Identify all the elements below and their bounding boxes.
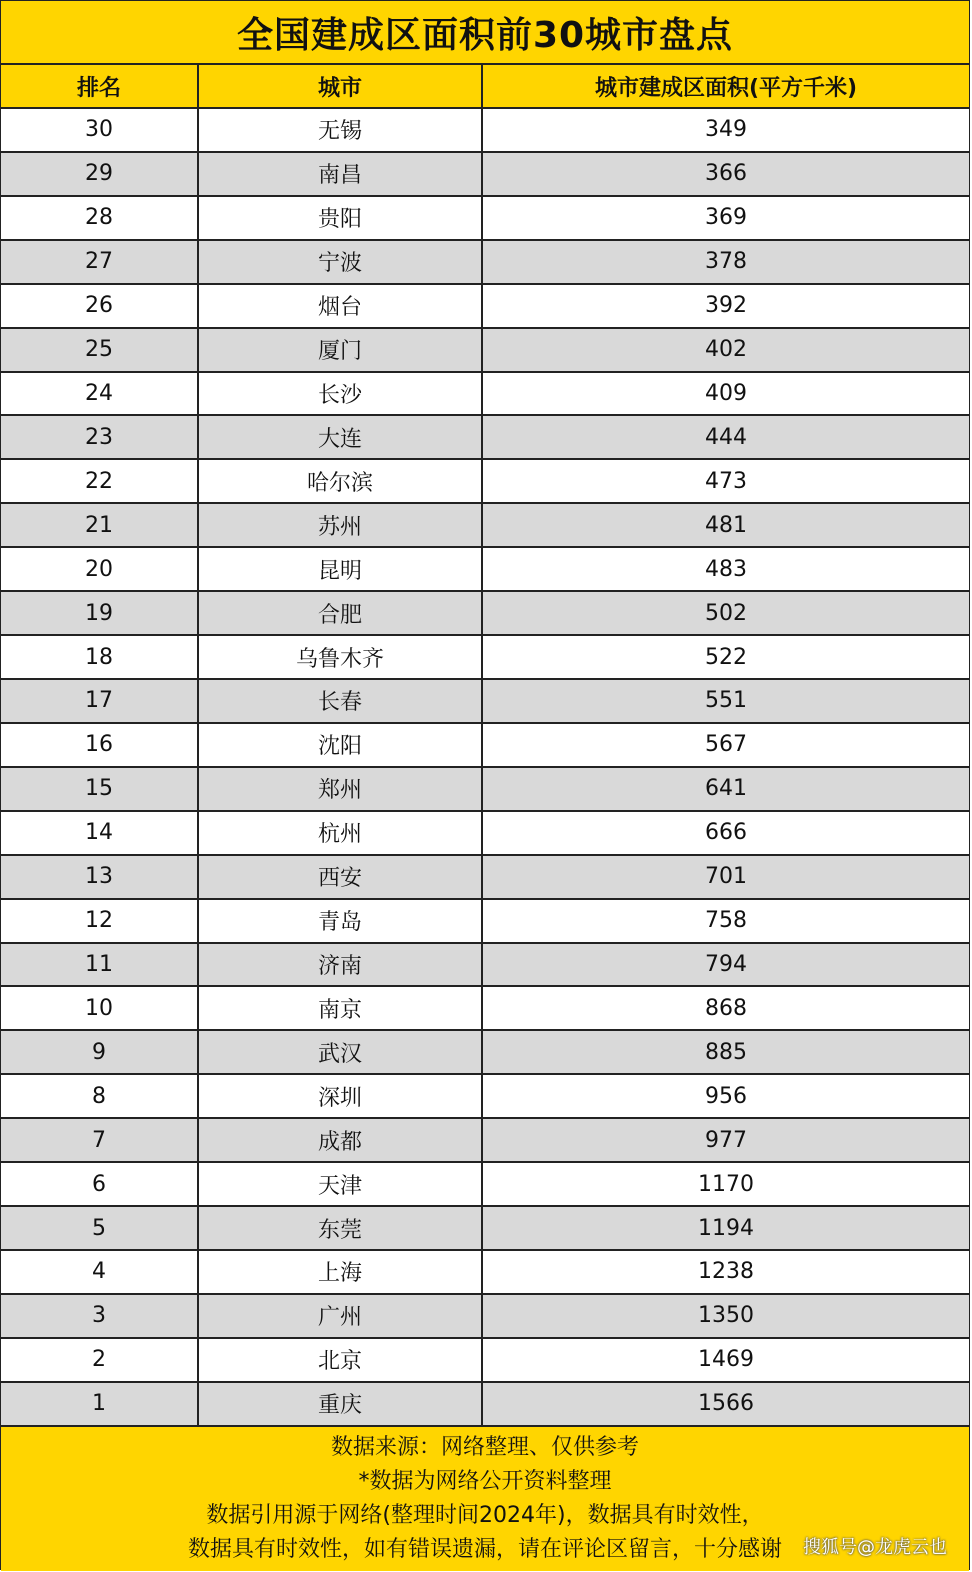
area-cell: 483 [705, 556, 747, 582]
rank-cell: 5 [1, 1207, 199, 1249]
rank-cell: 30 [1, 109, 199, 151]
area-cell: 956 [705, 1083, 747, 1109]
city-cell: 武汉 [199, 1031, 483, 1073]
table-row [1, 680, 969, 724]
city-cell: 重庆 [199, 1383, 483, 1425]
city-cell: 西安 [199, 856, 483, 898]
rank-cell: 10 [1, 987, 199, 1029]
city-cell: 杭州 [199, 812, 483, 854]
table-row [1, 285, 969, 329]
rank-cell: 3 [1, 1295, 199, 1337]
area-cell: 551 [705, 688, 747, 714]
city-cell: 烟台 [199, 285, 483, 327]
rank-cell: 6 [1, 1163, 199, 1205]
rank-cell: 13 [1, 856, 199, 898]
area-cell: 701 [705, 864, 747, 890]
area-cell: 868 [705, 995, 747, 1021]
area-cell: 1170 [698, 1171, 754, 1197]
rank-cell: 27 [1, 241, 199, 283]
header-row [1, 65, 969, 109]
area-cell: 758 [705, 908, 747, 934]
city-cell: 苏州 [199, 504, 483, 546]
city-cell: 长春 [199, 680, 483, 722]
city-cell: 无锡 [199, 109, 483, 151]
watermark: 搜狐号@龙虎云也 [803, 1537, 947, 1558]
rank-cell: 21 [1, 504, 199, 546]
city-cell: 青岛 [199, 900, 483, 942]
city-cell: 昆明 [199, 548, 483, 590]
table-row [1, 548, 969, 592]
area-cell: 392 [705, 293, 747, 319]
table-row [1, 987, 969, 1031]
city-cell: 北京 [199, 1339, 483, 1381]
table-row [1, 373, 969, 417]
city-cell: 济南 [199, 944, 483, 986]
header-area: 城市建成区面积(平方千米) [594, 75, 858, 101]
rank-cell: 18 [1, 636, 199, 678]
header-city: 城市 [199, 65, 483, 107]
table-row [1, 197, 969, 241]
rank-cell: 16 [1, 724, 199, 766]
rank-cell: 7 [1, 1119, 199, 1161]
city-cell: 长沙 [199, 373, 483, 415]
area-cell: 794 [705, 951, 747, 977]
city-cell: 大连 [199, 416, 483, 458]
area-cell: 366 [705, 161, 747, 187]
table-row [1, 1339, 969, 1383]
footer-line: 数据具有时效性，如有错误遗漏，请在评论区留言，十分感谢 [187, 1537, 782, 1562]
rank-cell: 14 [1, 812, 199, 854]
table-row [1, 856, 969, 900]
table-row [1, 900, 969, 944]
area-cell: 1350 [698, 1303, 754, 1329]
area-cell: 502 [705, 600, 747, 626]
table-row [1, 241, 969, 285]
area-cell: 409 [705, 380, 747, 406]
table-row [1, 1031, 969, 1075]
table-row [1, 592, 969, 636]
footer-line: 数据引用源于网络(整理时间2024年)，数据具有时效性， [206, 1503, 764, 1528]
area-cell: 369 [705, 205, 747, 231]
rank-cell: 22 [1, 460, 199, 502]
table-row [1, 1119, 969, 1163]
rank-cell: 8 [1, 1075, 199, 1117]
rank-cell: 24 [1, 373, 199, 415]
table-row [1, 1163, 969, 1207]
table-row [1, 329, 969, 373]
table-row [1, 153, 969, 197]
rank-cell: 12 [1, 900, 199, 942]
table-row [1, 636, 969, 680]
city-cell: 南昌 [199, 153, 483, 195]
area-cell: 1194 [698, 1215, 754, 1241]
area-cell: 885 [705, 1039, 747, 1065]
area-cell: 641 [705, 776, 747, 802]
city-cell: 哈尔滨 [199, 460, 483, 502]
area-cell: 473 [705, 468, 747, 494]
area-cell: 378 [705, 249, 747, 275]
city-cell: 郑州 [199, 768, 483, 810]
area-cell: 1469 [698, 1347, 754, 1373]
rank-cell: 9 [1, 1031, 199, 1073]
area-cell: 522 [705, 644, 747, 670]
city-cell: 上海 [199, 1251, 483, 1293]
city-cell: 贵阳 [199, 197, 483, 239]
rank-cell: 26 [1, 285, 199, 327]
rank-cell: 1 [1, 1383, 199, 1425]
rank-cell: 20 [1, 548, 199, 590]
table-row [1, 1295, 969, 1339]
rank-cell: 25 [1, 329, 199, 371]
table-row [1, 504, 969, 548]
rank-cell: 19 [1, 592, 199, 634]
table-row [1, 416, 969, 460]
table-row [1, 768, 969, 812]
city-cell: 天津 [199, 1163, 483, 1205]
rank-cell: 29 [1, 153, 199, 195]
city-cell: 成都 [199, 1119, 483, 1161]
table-row [1, 1075, 969, 1119]
rank-cell: 4 [1, 1251, 199, 1293]
rank-cell: 23 [1, 416, 199, 458]
area-cell: 666 [705, 820, 747, 846]
city-cell: 合肥 [199, 592, 483, 634]
table-body [1, 109, 969, 1427]
area-cell: 1238 [698, 1259, 754, 1285]
area-cell: 402 [705, 337, 747, 363]
rank-cell: 17 [1, 680, 199, 722]
area-cell: 444 [705, 424, 747, 450]
footer-line: 数据来源：网络整理、仅供参考 [330, 1435, 639, 1460]
rank-cell: 28 [1, 197, 199, 239]
table-row [1, 1207, 969, 1251]
rank-cell: 2 [1, 1339, 199, 1381]
city-cell: 沈阳 [199, 724, 483, 766]
table-row [1, 1383, 969, 1427]
city-cell: 乌鲁木齐 [199, 636, 483, 678]
rank-cell: 11 [1, 944, 199, 986]
city-cell: 宁波 [199, 241, 483, 283]
table-row [1, 1251, 969, 1295]
table-row [1, 812, 969, 856]
rank-cell: 15 [1, 768, 199, 810]
city-cell: 广州 [199, 1295, 483, 1337]
area-cell: 1566 [698, 1391, 754, 1417]
table-row [1, 460, 969, 504]
city-cell: 厦门 [199, 329, 483, 371]
city-cell: 深圳 [199, 1075, 483, 1117]
table-row [1, 724, 969, 768]
area-cell: 481 [705, 512, 747, 538]
area-cell: 349 [705, 117, 747, 143]
city-cell: 南京 [199, 987, 483, 1029]
area-cell: 977 [705, 1127, 747, 1153]
table-row [1, 109, 969, 153]
header-rank: 排名 [1, 65, 199, 107]
table-title: 全国建成区面积前30城市盘点 [1, 1, 969, 65]
area-cell: 567 [705, 732, 747, 758]
table-row [1, 944, 969, 988]
city-cell: 东莞 [199, 1207, 483, 1249]
footer-line: *数据为网络公开资料整理 [358, 1469, 612, 1494]
